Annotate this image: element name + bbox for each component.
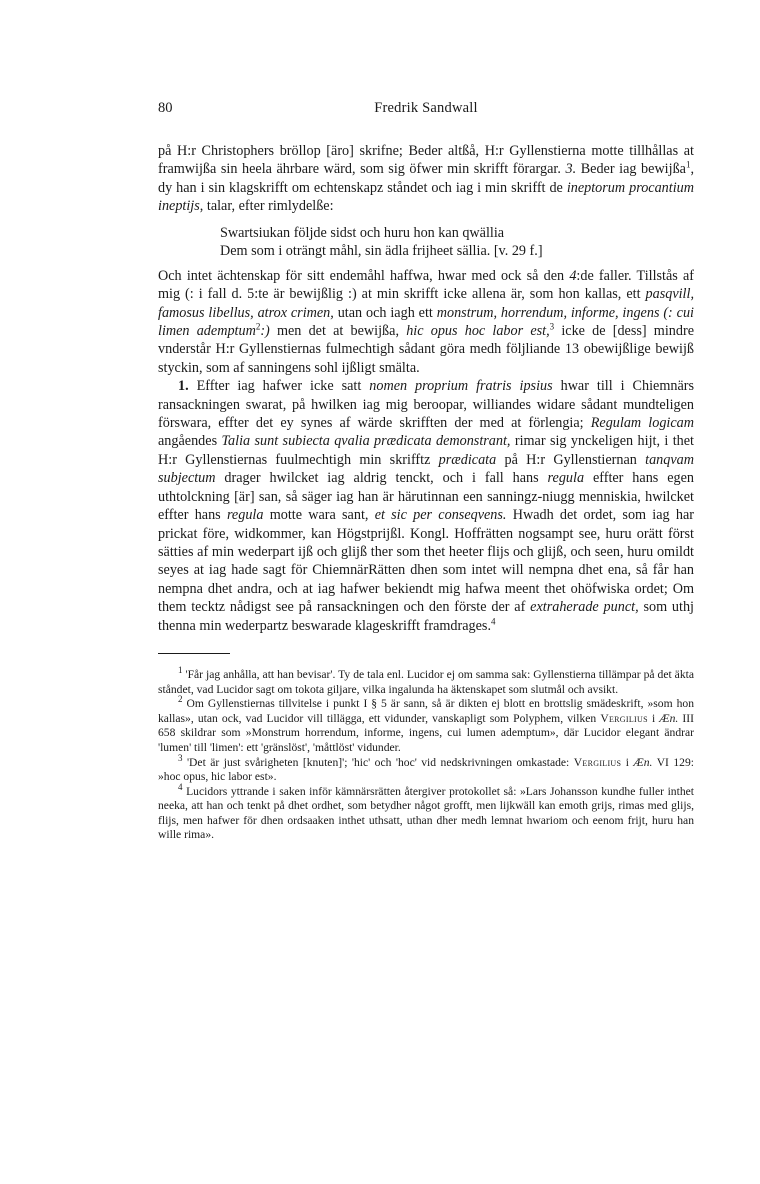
footnote-ref-4[interactable]: 4 [491,615,496,626]
footnote-ref-3[interactable]: 3 [549,321,555,332]
body-text [158,142,694,635]
footnote-3: $^3$ 'Det är just svårigheten [knuten]'; 'hic' och 'hoc' vid nedskrivningen omkastade: Vergilius i Æn. VI 129: »hoc opus, hic labor est». [158,752,694,784]
footnote-ref-1[interactable]: 1 [685,159,691,170]
footnote-4: $^4$ Lucidors yttrande i saken inför kämnärsrätten återgiver protokollet så: »Lars Johansson kundhe fuller inthet neeka, att han och tenkt på dhet ordhet, som betydher något grofft, men lijkwäll kan emoth grijs, rimas med glijs, flijs, men hafwer för dhen ordsaaken inthet uthsatt, uthan dher medh lemnat hwariom och eenom frijt, huru han wille rima». [158,781,694,842]
footnote-1: $^1$ 'Får jag anhålla, att han bevisar'. Ty de tala enl. Lucidor ej om samma sak: Gyllenstierna tillämpar på det äkta ståndet, vad Lucidor sagt om tokota giljare, vilka ingalunda ha äktenskapet som slutmål och avsikt. [158,665,694,696]
verse-line-1: Swartsiukan följde sidst och huru hon kan qwällia [220,224,505,241]
page-number: 80 [158,100,173,116]
paragraph-2: Och intet ächtenskap för sitt endemåhl haffwa, hwar med ock så den 4:de faller. Tillstås af mig (: i fall d. 5:te är bewijßlig :) at min skrifft icke allena är, som hon kallas, ett pasqvill, famosus libellus, atrox crimen, utan och iagh ett monstrum, horrendum, informe, ingens (: cui limen ademptum$^2$:) men det at bewijßa, hic opus hoc labor est,$^3$ icke de [dess] mindre vnderstår H:r Gyllenstiernas fulmechtigh sådant göra medh följliande 13 obewijßlige bewijß styckin, som af sanningens sohl ijßligt smälta. [158,267,695,376]
footnotes [158,665,694,843]
paragraph-1: på H:r Christophers bröllop [äro] skrifne; Beder altßå, H:r Gyllenstierna motte tillhållas at framwijßa sin heela ährbare wärd, som sig öfwer min skrifft förargar. 3. Beder iag bewijßa$^1$, dy han i sin klagskrifft om echtenskapz ståndet och iag i min skrifft de ineptorum procantium ineptijs, talar, efter rimlydelße: [158,143,695,215]
verse-quote [220,224,694,261]
paragraph-3: 1. Effter iag hafwer icke satt nomen proprium fratris ipsius hwar till i Chiemnärs ransackningen swarat, på hwilken iag mig beroopar, williandes widare sådant mundteligen förswara, effter det ey synes af wärde skrifften der med at förlengia; Regulam logicam angåendes Talia sunt subiecta qvalia prædicata demonstrant, rimar sig ynckeligen hijt, i thet H:r Gyllenstiernas fuulmechtigh min skrifftz prædicata på H:r Gyllenstiernan tanqvam subjectum drager hwilcket iag aldrig tenckt, och i fall hans regula effter hans egen uthtolckning [är] san, så säger iag han är härutinnan een sanningz-niugg menniskia, hwilcket effter hans regula motte wara sant, et sic per conseqvens. Hwadh det ordet, som iag har prickat före, widkommer, kan Högstprijßl. Kongl. Hoffrätten nogsampt see, huru orätt först sätties af min wederpart ijß och glijß ther som thet heeter flijs och glijß, och seen, huru omildt seyes at iag hade sagt för ChiemnärRätten dhen som intet will nempna dhet ena, så får han nempna dhet andra, och at iag hafwer bekiendt mig hafwa meent thet ohöfwiska ordet; Om them tecktz nådigst see på ransackningen och den förste der af extraherade punct, som uthj thenna min wederpartz beswarade klageskrifft framdrages.$^4$ [158,378,695,634]
footnote-divider [158,653,230,654]
running-title: Fredrik Sandwall [374,100,478,116]
page [158,100,694,843]
section-number: 1. [178,378,189,395]
running-head [158,100,694,122]
verse-line-2: Dem som i oträngt måhl, sin ädla frijheet sällia. [v. 29 f.] [220,243,543,260]
footnote-2: $^2$ Om Gyllenstiernas tillvitelse i punkt I § 5 är sann, så är dikten ej blott en brottslig smädeskrift, »som hon kallas», utan ock, vad Lucidor vill tillägga, ett vidunder, vanskapligt som Polyphem, vilken Vergilius i Æn. III 658 skildrar som »Monstrum horrendum, informe, ingens, cui lumen ademptum», där Lucidor elegant ändrar 'lumen' till 'limen': ett 'gränslöst', 'måttlöst' vidunder. [158,694,694,754]
footnote-ref-2[interactable]: 2 [255,321,261,332]
